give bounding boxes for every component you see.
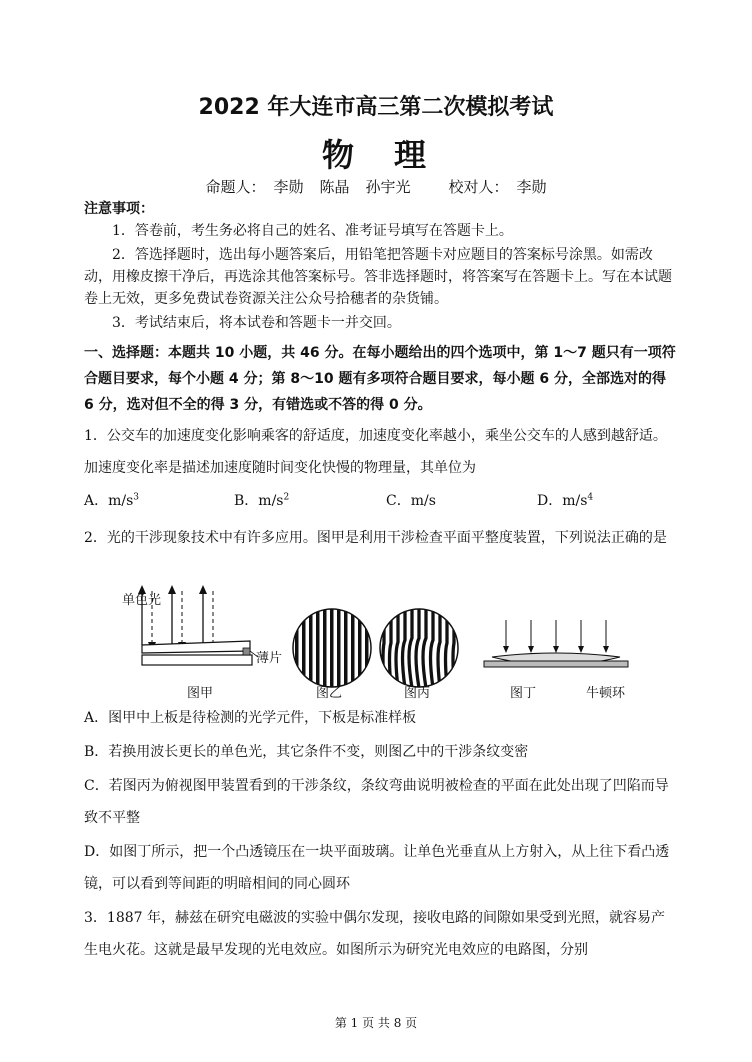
q1-option-d: D．$m/s^4$ (537, 492, 594, 509)
checker-label: 校对人： (448, 178, 509, 196)
subject-char-2: 理 (394, 136, 431, 174)
subject-title (0, 130, 752, 176)
section-1-heading: 一、选择题：本题共 10 小题，共 46 分。在每小题给出的四个选项中，第 1～7 题只有一项符合题目要求，每个小题 4 分；第 8～10 题有多项符合题目要求，每小题 6 分，全部选对的得 6 分，选对但不全的得 3 分，有错选或不答的得 0 分。 (84, 345, 676, 413)
notice-item-1: 1．答卷前，考生务必将自己的姓名、准考证号填写在答题卡上。 (112, 223, 513, 239)
caption-ding: 图丁 (510, 686, 537, 701)
q2-option-b: B．若换用波长更长的单色光，其它条件不变，则图乙中的干涉条纹变密 (84, 744, 529, 760)
q2-option-a: A．图甲中上板是待检测的光学元件，下板是标准样板 (84, 710, 417, 726)
q3-stem: 3．1887 年，赫兹在研究电磁波的实验中偶尔发现，接收电路的间隙如果受到光照，就容易产生电火花。这就是最早发现的光电效应。如图所示为研究光电效应的电路图，分别 (84, 910, 665, 958)
notice-item-3: 3．考试结束后，将本试卷和答题卡一并交回。 (112, 315, 401, 331)
notice-heading: 注意事项： (84, 201, 154, 217)
checker-name: 李勋 (516, 178, 547, 196)
figure-ding-newton-rings (484, 620, 628, 667)
q1-option-a: A．$m/s^3$ (84, 492, 140, 509)
fig-light-label: 单色光 (122, 593, 162, 608)
author-1: 李勋 (273, 178, 304, 196)
q1-stem: 1．公交车的加速度变化影响乘客的舒适度，加速度变化率越小，乘坐公交车的人感到越舒适。加速度变化率是描述加速度随时间变化快慢的物理量，其单位为 (84, 428, 667, 476)
q2-figure (100, 585, 640, 700)
q1-option-c: C．m/s (386, 493, 436, 509)
exam-title: 2022 年大连市高三第二次模拟考试 (198, 95, 554, 120)
caption-yi: 图乙 (316, 686, 343, 701)
q2-stem: 2．光的干涉现象技术中有许多应用。图甲是利用干涉检查平面平整度装置，下列说法正确的是 (84, 530, 667, 546)
author-3: 孙宇光 (365, 178, 411, 196)
figure-yi-fringes (292, 608, 372, 688)
caption-jia: 图甲 (187, 686, 214, 701)
caption-newton: 牛顿环 (586, 686, 626, 701)
notice-item-2: 2．答选择题时，选出每小题答案后，用铅笔把答题卡对应题目的答案标号涂黑。如需改动，用橡皮擦干净后，再选涂其他答案标号。答非选择题时，将答案写在答题卡上。写在本试题卷上无效，更多免费试卷资源关注公众号拾穗者的杂货铺。 (84, 247, 672, 307)
page-footer: 第 1 页 共 8 页 (334, 1016, 418, 1030)
q1-option-b: B．$m/s^2$ (234, 492, 290, 509)
caption-bing: 图丙 (404, 686, 431, 701)
authors-line (0, 176, 752, 197)
q2-option-d: D．如图丁所示，把一个凸透镜压在一块平面玻璃。让单色光垂直从上方射入，从上往下看凸透镜，可以看到等间距的明暗相间的同心圆环 (84, 844, 670, 892)
authors-label: 命题人： (205, 178, 266, 196)
fig-film-label: 薄片 (256, 651, 283, 666)
subject-char-1: 物 (321, 136, 358, 174)
author-2: 陈晶 (319, 178, 350, 196)
q2-option-c: C．若图丙为俯视图甲装置看到的干涉条纹，条纹弯曲说明被检查的平面在此处出现了凹陷而导致不平整 (84, 778, 669, 826)
figure-bing-fringes (380, 608, 458, 688)
